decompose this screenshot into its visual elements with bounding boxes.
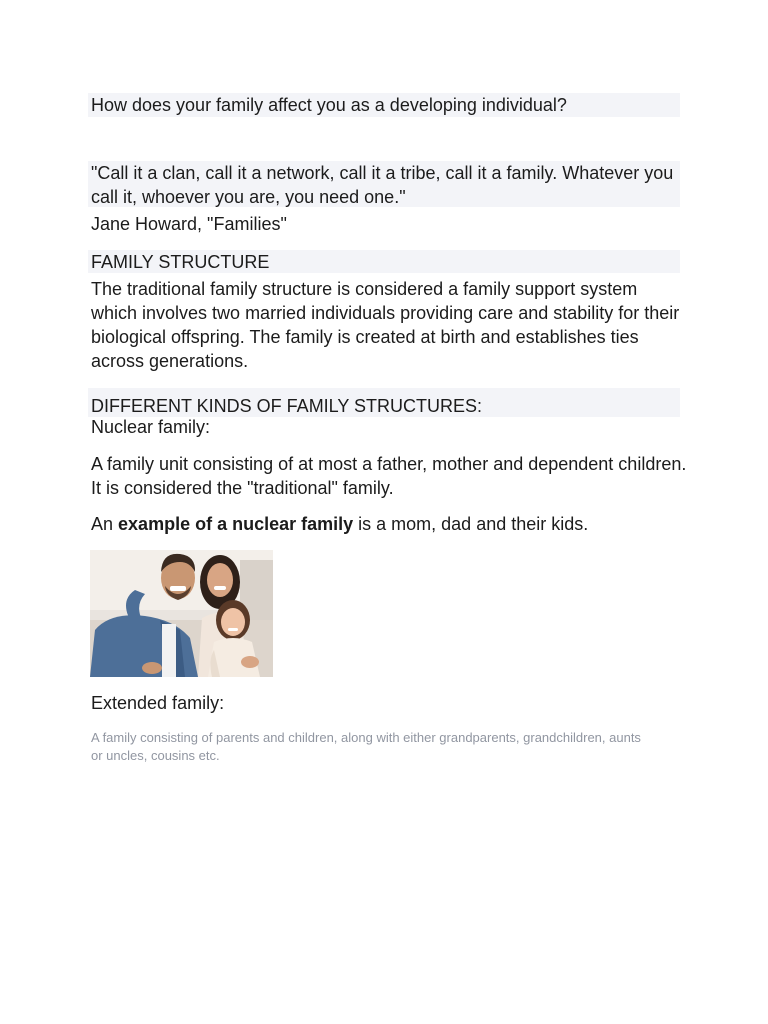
quote-text: "Call it a clan, call it a network, call it a tribe, call it a family. Whatever you call it, whoever you are, you need one." bbox=[91, 163, 674, 207]
family-structure-heading bbox=[88, 250, 680, 273]
family-photo-image bbox=[90, 550, 273, 677]
kinds-heading bbox=[88, 388, 680, 417]
nuclear-family-example bbox=[88, 512, 680, 536]
kinds-heading-text: DIFFERENT KINDS OF FAMILY STRUCTURES: bbox=[91, 396, 483, 416]
extended-family-definition-text: A family consisting of parents and children, along with either grandparents, grandchildren, aunts or uncles, cousins etc. bbox=[91, 730, 641, 763]
question-text: How does your family affect you as a developing individual? bbox=[91, 95, 567, 115]
quote-attribution bbox=[88, 212, 680, 236]
family-photo bbox=[90, 550, 273, 677]
nuclear-family-definition-text: A family unit consisting of at most a father, mother and dependent children. It is considered the "traditional" family. bbox=[91, 454, 687, 498]
quote-block bbox=[88, 161, 680, 207]
example-suffix: is a mom, dad and their kids. bbox=[353, 514, 589, 534]
example-prefix: An bbox=[91, 514, 119, 534]
example-bold-phrase: example of a nuclear family bbox=[118, 514, 354, 534]
family-structure-heading-text: FAMILY STRUCTURE bbox=[91, 252, 270, 272]
nuclear-family-label-text: Nuclear family: bbox=[91, 417, 211, 437]
family-structure-paragraph bbox=[88, 277, 688, 373]
nuclear-family-label bbox=[88, 415, 680, 439]
question-line bbox=[88, 93, 680, 117]
extended-family-label-text: Extended family: bbox=[91, 693, 225, 713]
extended-family-definition bbox=[88, 729, 648, 765]
attribution-text: Jane Howard, "Families" bbox=[91, 214, 287, 234]
extended-family-label bbox=[88, 691, 680, 715]
family-structure-body-text: The traditional family structure is considered a family support system which involves two married individuals providing care and stability for their biological offspring. The family is created at birth and establishes ties across generations. bbox=[91, 279, 680, 371]
nuclear-family-definition bbox=[88, 452, 688, 500]
